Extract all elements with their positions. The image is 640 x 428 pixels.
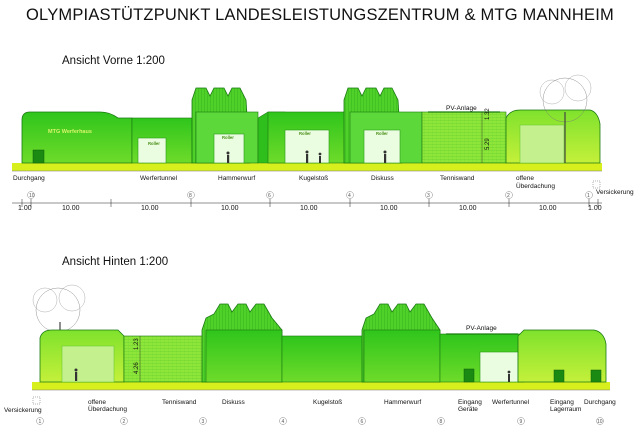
front-dim-8: 1.00 [588, 205, 602, 212]
front-dim-3: 10.00 [221, 205, 239, 212]
front-zone-diskuss: Diskuss [371, 175, 394, 182]
front-ground [12, 163, 602, 171]
back-zone-eingang-lager-2: Lagerraum [550, 406, 582, 413]
front-dim-6: 10.00 [459, 205, 477, 212]
back-dim-vert-1: 1.23 [134, 338, 140, 350]
back-view-heading: Ansicht Hinten 1:200 [62, 256, 169, 268]
back-zone-eingang-lager-1: Eingang [550, 399, 574, 406]
front-door-durchgang [33, 150, 44, 163]
front-dim-2: 10.00 [141, 205, 159, 212]
front-dim-1: 10.00 [62, 205, 80, 212]
back-axis-markers [37, 418, 604, 426]
page-title: OLYMPIASTÜTZPUNKT LANDESLEISTUNGSZENTRUM & MTG MANNHEIM [26, 6, 614, 24]
back-section-kugelstoss [282, 336, 364, 382]
back-zone-hammerwurf: Hammerwurf [384, 399, 422, 406]
front-dim-5: 10.00 [380, 205, 398, 212]
front-zone-ueberdachung-1: offene [516, 175, 534, 182]
back-door-geraete [464, 369, 474, 382]
back-zone-eingang-geraete-2: Geräte [458, 406, 478, 413]
front-dim-7: 10.00 [539, 205, 557, 212]
back-zone-werfertunnel: Werfertunnel [492, 399, 530, 406]
svg-text:2: 2 [122, 419, 126, 425]
front-zone-tenniswand: Tenniswand [440, 175, 475, 182]
front-sign-roller-1: Roller [148, 141, 160, 146]
svg-text:10: 10 [597, 419, 603, 425]
front-zone-kugelstoss: Kugelstoß [299, 175, 329, 182]
back-door-lagerraum [554, 370, 564, 382]
front-sign-roller-2: Roller [222, 135, 234, 140]
front-versickerung-icon [593, 181, 600, 188]
front-dim-vert-1: 1.32 [485, 108, 491, 120]
front-versickerung: Versickerung [596, 189, 634, 196]
front-pv-label: PV-Anlage [446, 105, 477, 112]
svg-text:3: 3 [201, 419, 205, 425]
svg-text:10: 10 [29, 193, 35, 199]
front-sign-roller-3: Roller [299, 131, 311, 136]
front-zone-hammerwurf: Hammerwurf [218, 175, 256, 182]
back-versickerung: Versickerung [4, 407, 42, 414]
back-elevation [4, 285, 616, 425]
front-elevation [12, 75, 634, 212]
front-dim-0: 1.00 [18, 205, 32, 212]
back-zone-tenniswand: Tenniswand [162, 399, 197, 406]
front-view-heading: Ansicht Vorne 1:200 [62, 55, 165, 67]
back-opening-werfertunnel [480, 352, 518, 382]
svg-text:1: 1 [587, 193, 590, 199]
back-zone-ueberdachung-2: Überdachung [88, 406, 128, 413]
svg-text:4: 4 [281, 419, 285, 425]
front-axis-markers [28, 192, 593, 200]
front-dim-vert-2: 5.29 [485, 138, 491, 150]
front-zone-werfertunnel: Werfertunnel [140, 175, 178, 182]
front-zone-durchgang: Durchgang [13, 175, 45, 182]
svg-text:6: 6 [360, 419, 364, 425]
back-zone-kugelstoss: Kugelstoß [313, 399, 343, 406]
back-door-durchgang [591, 370, 601, 382]
front-sign-roller-4: Roller [376, 131, 388, 136]
svg-text:3: 3 [427, 193, 430, 199]
back-ground [32, 382, 610, 390]
svg-text:6: 6 [268, 193, 271, 199]
back-versickerung-icon [33, 397, 40, 404]
back-zone-diskuss: Diskuss [222, 399, 245, 406]
front-section-tenniswand [422, 112, 506, 163]
front-sign-main: MTG Werferhaus [48, 129, 92, 135]
back-zone-durchgang: Durchgang [584, 399, 616, 406]
back-zone-eingang-geraete-1: Eingang [458, 399, 482, 406]
svg-text:9: 9 [519, 419, 523, 425]
front-dim-4: 10.00 [300, 205, 318, 212]
back-zone-ueberdachung-1: offene [88, 399, 106, 406]
back-dim-vert-2: 4.26 [134, 362, 140, 374]
svg-text:4: 4 [348, 193, 351, 199]
back-pv-label: PV-Anlage [466, 325, 497, 332]
svg-text:8: 8 [439, 419, 443, 425]
svg-text:2: 2 [507, 193, 510, 199]
svg-text:1: 1 [38, 419, 42, 425]
front-zone-ueberdachung-2: Überdachung [516, 183, 556, 190]
svg-text:8: 8 [189, 193, 192, 199]
